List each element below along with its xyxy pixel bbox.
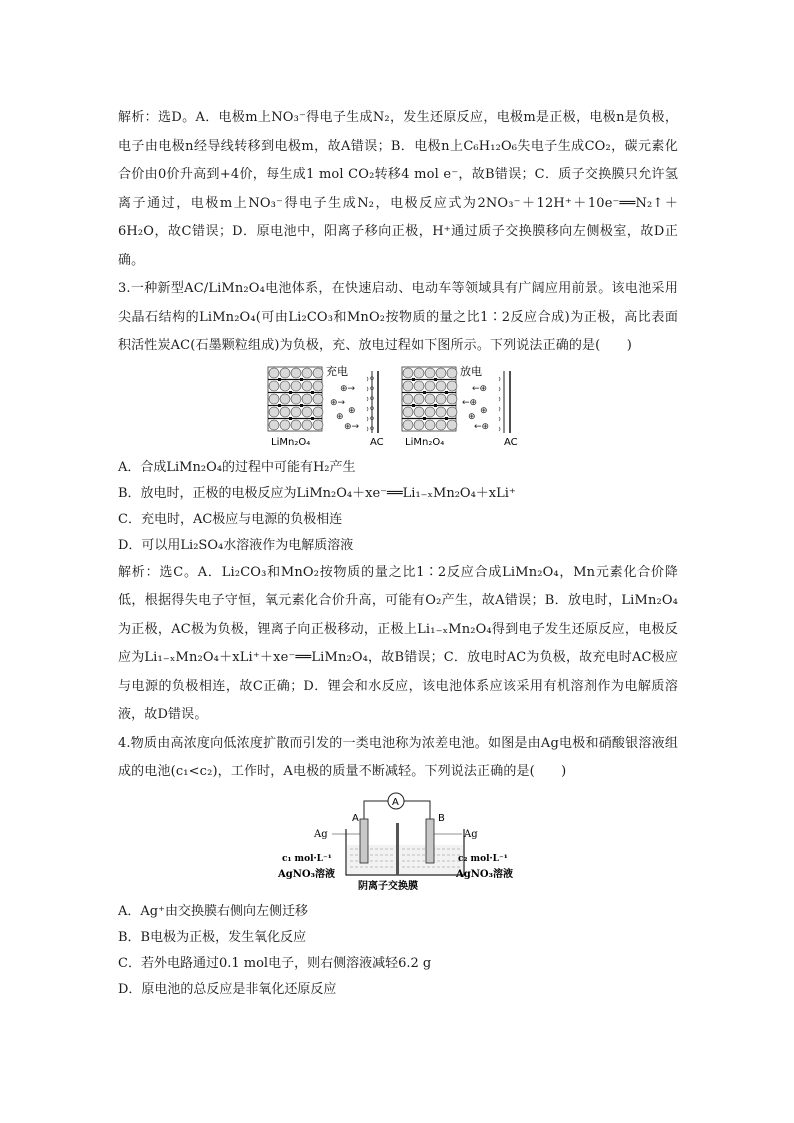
q3-discharge-ions (462, 384, 489, 432)
q3-option-a: A．合成LiMn₂O₄的过程中可能有H₂产生 (118, 459, 356, 475)
ag-left-label: Ag (314, 828, 328, 840)
svg-text:⊕→: ⊕→ (340, 383, 356, 394)
q3-solution: 解析：选C。A．Li₂CO₃和MnO₂按物质的量之比1∶2反应合成LiMn₂O₄，Mn元素化合价降低，根据得失电子守恒，氧元素化合价升高，可能有O₂产生，故A错误；B．放电时，LiMn₂O₄为正极，AC极为负极，锂离子向正极移动，正极上Li₁₋ₓMn₂O₄得到电子发生还原反应，电极反应为Li₁₋ₓMn₂O₄＋xLi⁺＋xe⁻══LiMn₂O₄，故B错误；C．放电时AC为负极，故充电时AC极应与电源的负极相连，故C正确；D．锂会和水反应，该电池体系应该采用有机溶剂作为电解质溶液，故D错误。 (118, 564, 678, 722)
membrane-label: 阴离子交换膜 (358, 880, 418, 892)
svg-text:←⊕: ←⊕ (472, 383, 488, 394)
q3-option-b: B．放电时，正极的电极反应为LiMn₂O₄＋xe⁻══Li₁₋ₓMn₂O₄＋xLi⁺ (118, 485, 516, 501)
electrode-a-label: A (352, 812, 359, 824)
q3-charge-title: 充电 (326, 364, 348, 378)
ag-right-label: Ag (464, 828, 478, 840)
q3-left-label-ac: AC (370, 436, 384, 448)
electrode-a (360, 819, 368, 863)
q4-option-b: B．B电极为正极，发生氧化反应 (118, 929, 307, 945)
sol-left-label: AgNO₃溶液 (278, 868, 335, 880)
q4-stem: 4.物质由高浓度向低浓度扩散而引发的一类电池称为浓差电池。如图是由Ag电极和硝酸银溶液组成的电池(c₁<c₂)，工作时，A电极的质量不断减轻。下列说法正确的是( ) (118, 735, 678, 779)
ammeter-label: A (392, 796, 399, 808)
svg-text:φ: φ (370, 424, 374, 432)
q3-right-label-ac: AC (504, 436, 518, 448)
q3-left-ac-electrode (367, 371, 378, 433)
sol-right-label: AgNO₃溶液 (456, 868, 513, 880)
q3-option-c: C．充电时，AC极应与电源的负极相连 (118, 511, 343, 527)
electrode-b-label: B (438, 812, 445, 824)
page-content (118, 110, 678, 1003)
q4-option-d: D．原电池的总反应是非氧化还原反应 (118, 981, 337, 997)
membrane (396, 823, 399, 875)
conc-right-label: c₂ mol·L⁻¹ (458, 853, 508, 864)
svg-text:⊕: ⊕ (480, 405, 488, 416)
circuit-wire (364, 801, 388, 821)
electrode-b (426, 819, 434, 863)
q3-discharge-title: 放电 (460, 364, 482, 378)
svg-text:⊕: ⊕ (336, 411, 344, 422)
svg-text:⊕: ⊕ (468, 411, 476, 422)
q3-left-lattice (268, 367, 323, 431)
q3-right-label-limn2o4: LiMn₂O₄ (405, 436, 445, 448)
q3-option-d: D．可以用Li₂SO₄水溶液作为电解质溶液 (118, 537, 354, 553)
svg-text:←⊕: ←⊕ (462, 397, 478, 408)
svg-text:φ: φ (370, 404, 374, 412)
svg-text:φ: φ (370, 374, 374, 382)
conc-left-label: c₁ mol·L⁻¹ (282, 853, 332, 864)
svg-text:⊕→: ⊕→ (330, 397, 346, 408)
q3-right-lattice (402, 367, 457, 431)
q4-figure (118, 791, 678, 893)
q4-option-c: C．若外电路通过0.1 mol电子，则右侧溶液减轻6.2 g (118, 955, 432, 971)
q2-solution: 解析：选D。A．电极m上NO₃⁻得电子生成N₂，发生还原反应，电极m是正极，电极n是负极，电子由电极n经导线转移到电极m，故A错误；B．电极n上C₆H₁₂O₆失电子生成CO₂，碳元素化合价由0价升高到+4价，每生成1 mol CO₂转移4 mol e⁻，故B错误；C．质子交换膜只允许氢离子通过，电极m上NO₃⁻得电子生成N₂，电极反应式为2NO₃⁻＋12H⁺＋10e⁻══N₂↑＋6H₂O，故C错误；D．原电池中，阳离子移向正极，H⁺通过质子交换膜移向左侧极室，故D正确。 (118, 110, 678, 268)
q3-figure (118, 363, 678, 453)
q3-stem: 3.一种新型AC/LiMn₂O₄电池体系，在快速启动、电动车等领域具有广阔应用前景。该电池采用尖晶石结构的LiMn₂O₄(可由Li₂CO₃和MnO₂按物质的量之比1∶2反应合成)为正极，高比表面积活性炭AC(石墨颗粒组成)为负极，充、放电过程如下图所示。下列说法正确的是( ) (118, 281, 678, 353)
q4-option-a: A．Ag⁺由交换膜右侧向左侧迁移 (118, 903, 308, 919)
svg-text:⊕: ⊕ (348, 405, 356, 416)
q3-right-ac-electrode (499, 371, 510, 433)
q3-charge-ions (330, 384, 360, 432)
solution-left (347, 845, 396, 874)
svg-text:φ: φ (370, 384, 374, 392)
circuit-wire-right (404, 801, 430, 821)
svg-text:⊕→: ⊕→ (344, 421, 360, 432)
svg-text:φ: φ (370, 394, 374, 402)
q3-left-label-limn2o4: LiMn₂O₄ (271, 436, 311, 448)
svg-text:←⊕: ←⊕ (474, 421, 490, 432)
svg-text:φ: φ (370, 414, 374, 422)
